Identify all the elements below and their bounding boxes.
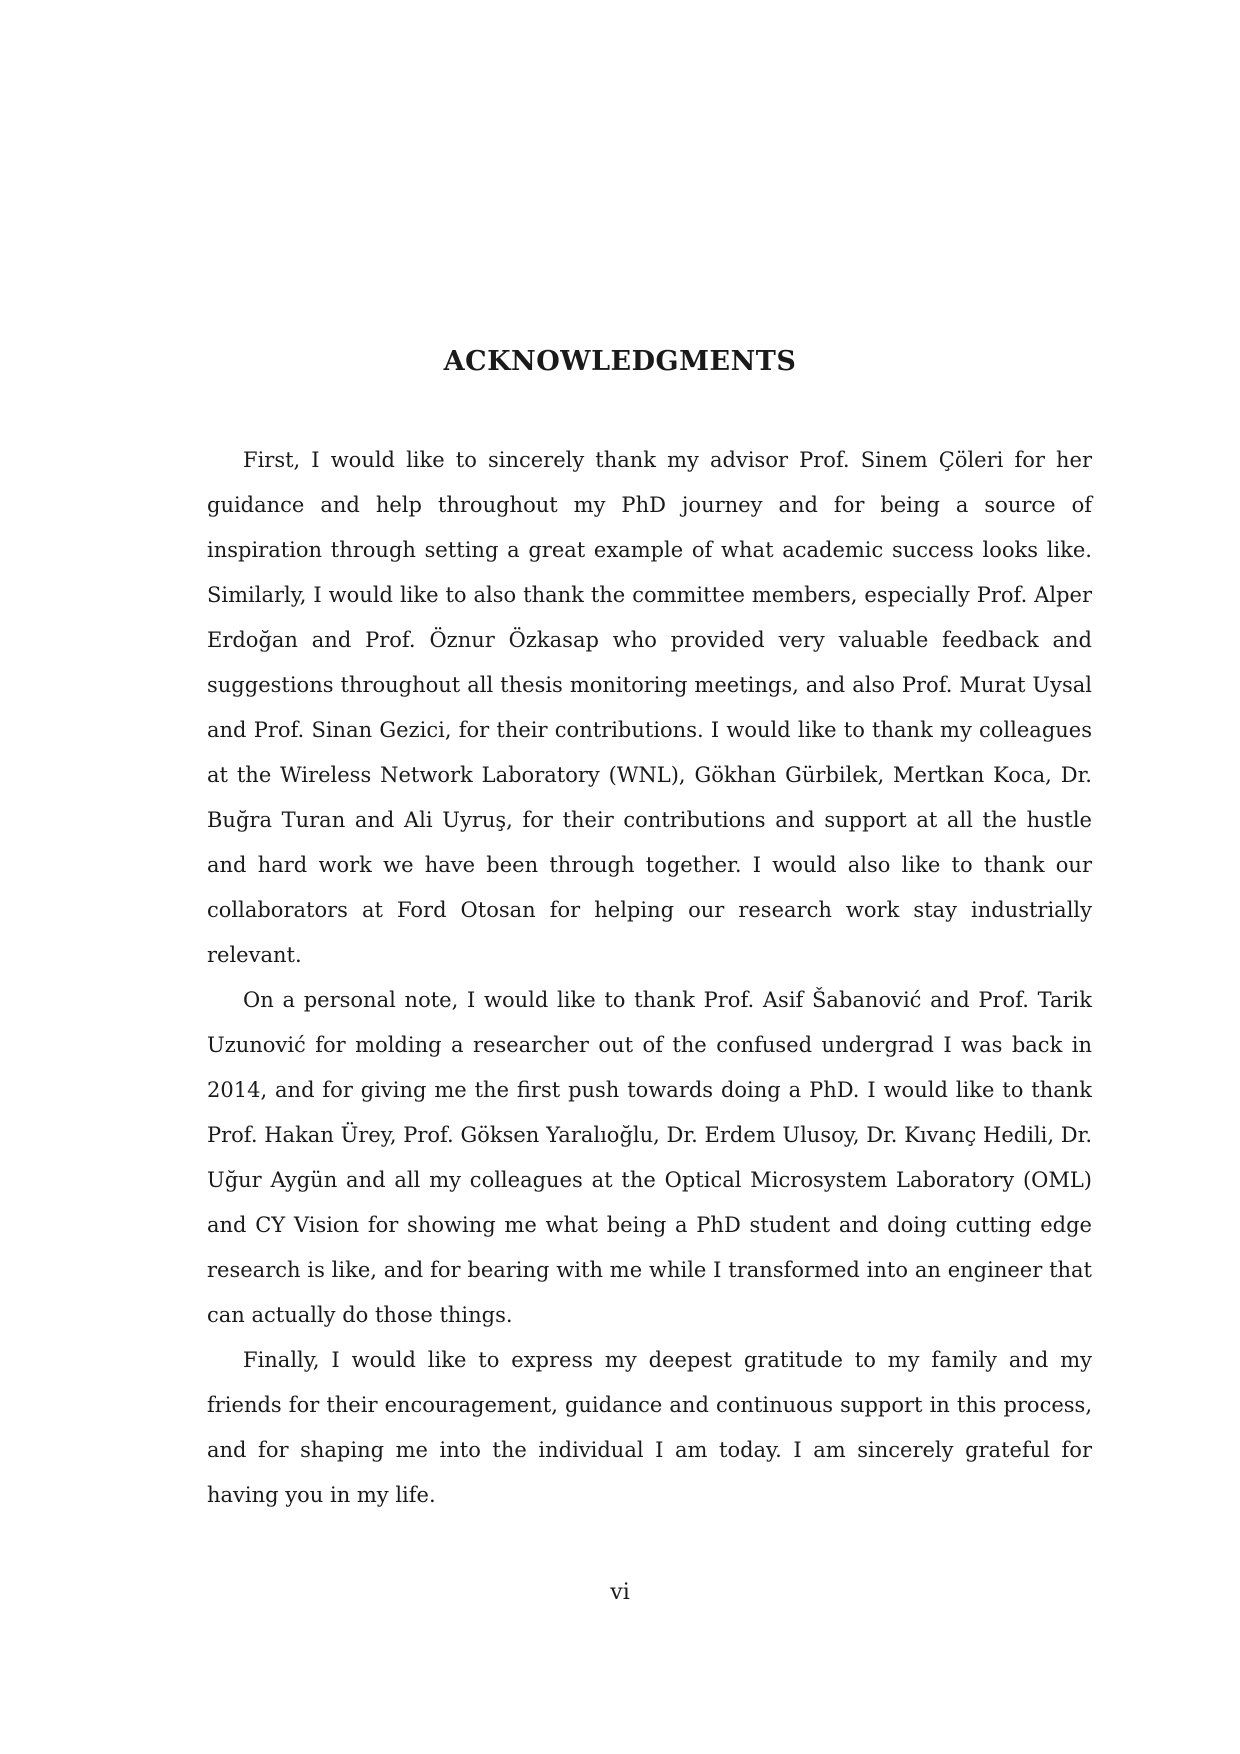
paragraph-advisor-and-colleagues: First, I would like to sincerely thank my advisor Prof. Sinem Çöleri for her guidance and help throughout my PhD journey and for being a source of inspiration through setting a great example of what academic success looks like. Similarly, I would like to also thank the committee members, especially Prof. Alper Erdoğan and Prof. Öznur Özkasap who provided very valuable feedback and suggestions throughout all thesis monitoring meetings, and also Prof. Murat Uysal and Prof. Sinan Gezici, for their contributions. I would like to thank my colleagues at the Wireless Network Laboratory (WNL), Gökhan Gürbilek, Mertkan Koca, Dr. Buğra Turan and Ali Uyruş, for their contributions and support at all the hustle and hard work we have been through together. I would also like to thank our collaborators at Ford Otosan for helping our research work stay industrially relevant. xyxy=(207,448,1092,967)
paragraph-family-and-friends: Finally, I would like to express my deepest gratitude to my family and my friends for their encouragement, guidance and continuous support in this process, and for shaping me into the individual I am today. I am sincerely grateful for having you in my life. xyxy=(207,1348,1092,1507)
page-number: vi xyxy=(610,1580,630,1605)
paragraph-personal-note: On a personal note, I would like to thank Prof. Asif Šabanović and Prof. Tarik Uzunović for molding a researcher out of the confused undergrad I was back in 2014, and for giving me the first push towards doing a PhD. I would like to thank Prof. Hakan Ürey, Prof. Göksen Yaralıoğlu, Dr. Erdem Ulusoy, Dr. Kıvanç Hedili, Dr. Uğur Aygün and all my colleagues at the Optical Microsystem Laboratory (OML) and CY Vision for showing me what being a PhD student and doing cutting edge research is like, and for bearing with me while I transformed into an engineer that can actually do those things. xyxy=(207,988,1092,1327)
page-title: ACKNOWLEDGMENTS xyxy=(443,346,797,377)
acknowledgments-body xyxy=(207,438,1092,1518)
